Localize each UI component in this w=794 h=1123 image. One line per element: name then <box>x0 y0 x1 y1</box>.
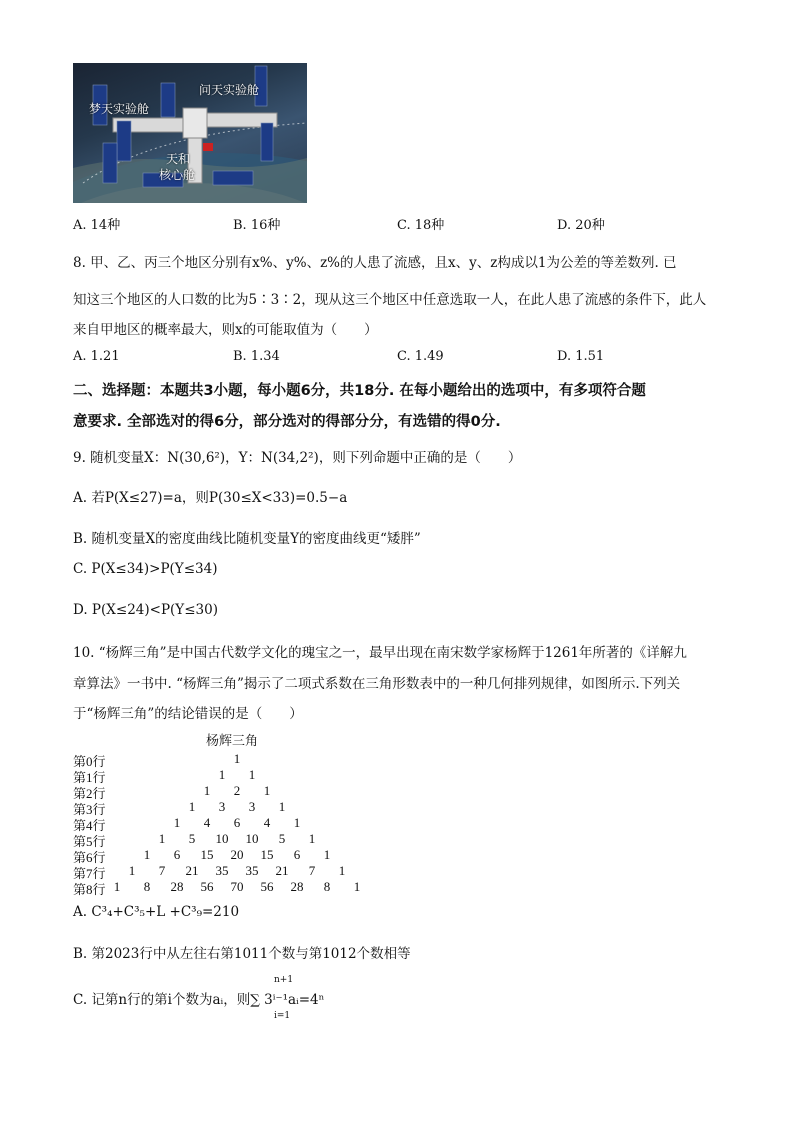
q7-option-d: D. 20种 <box>557 218 605 233</box>
triangle-row-label: 第8行 <box>73 882 106 897</box>
triangle-number: 21 <box>275 863 289 878</box>
triangle-number: 21 <box>185 863 199 878</box>
triangle-number: 1 <box>263 783 271 798</box>
triangle-row-label: 第3行 <box>73 802 106 817</box>
q10-option-c: C. 记第n行的第i个数为aᵢ，则∑ 3ⁱ⁻¹aᵢ=4ⁿ <box>73 992 325 1008</box>
triangle-number: 1 <box>188 799 196 814</box>
section-2-heading-line-2: 意要求. 全部选对的得6分，部分选对的得部分分，有选错的得0分. <box>73 414 501 430</box>
q9-option-a: A. 若P(X≤27)=a，则P(30≤X<33)=0.5−a <box>73 490 348 506</box>
triangle-row-label: 第4行 <box>73 818 106 833</box>
triangle-number: 3 <box>218 799 226 814</box>
q10-line-1: 10. “杨辉三角”是中国古代数学文化的瑰宝之一，最早出现在南宋数学家杨辉于1261年所著的《详解九 <box>73 645 687 661</box>
triangle-title: 杨辉三角 <box>206 734 259 749</box>
triangle-row-label: 第5行 <box>73 834 106 849</box>
triangle-number: 6 <box>173 847 181 862</box>
triangle-number: 6 <box>233 815 241 830</box>
q7-option-c: C. 18种 <box>397 218 445 233</box>
label-core-module: 核心舱 <box>159 168 196 182</box>
triangle-row-label: 第0行 <box>73 754 106 769</box>
triangle-number: 1 <box>278 799 286 814</box>
label-wentian: 问天实验舱 <box>199 83 260 97</box>
q8-option-d: D. 1.51 <box>557 349 605 364</box>
triangle-number: 35 <box>245 863 259 878</box>
q10-line-3: 于“杨辉三角”的结论错误的是（ ） <box>73 706 303 722</box>
q8-option-c: C. 1.49 <box>397 349 444 364</box>
triangle-number: 1 <box>128 863 136 878</box>
triangle-number: 20 <box>230 847 244 862</box>
triangle-number: 15 <box>260 847 274 862</box>
triangle-number: 5 <box>278 831 286 846</box>
triangle-number: 35 <box>215 863 229 878</box>
triangle-number: 1 <box>173 815 181 830</box>
q8-option-a: A. 1.21 <box>73 349 120 364</box>
q10-option-a: A. C³₄+C³₅+L +C³₉=210 <box>73 904 240 920</box>
triangle-row-label: 第2行 <box>73 786 106 801</box>
triangle-number: 56 <box>260 879 274 894</box>
q9-option-c: C. P(X≤34)>P(Y≤34) <box>73 561 218 577</box>
triangle-number: 3 <box>248 799 256 814</box>
triangle-number: 8 <box>143 879 151 894</box>
triangle-number: 8 <box>323 879 331 894</box>
q8-line-2: 知这三个地区的人口数的比为5∶3∶2，现从这三个地区中任意选取一人，在此人患了流感的条件下，此人 <box>73 292 707 308</box>
sum-upper-limit: n+1 <box>274 975 294 985</box>
section-2-heading-line-1: 二、选择题：本题共3小题，每小题6分，共18分. 在每小题给出的选项中，有多项符合题 <box>73 383 646 399</box>
q8-line-3: 来自甲地区的概率最大，则x的可能取值为（ ） <box>73 322 378 338</box>
triangle-number: 70 <box>230 879 244 894</box>
triangle-number: 15 <box>200 847 214 862</box>
q8-line-1: 8. 甲、乙、丙三个地区分别有x%、y%、z%的人患了流感，且x、y、z构成以1为公差的等差数列. 已 <box>73 255 677 271</box>
triangle-number: 1 <box>203 783 211 798</box>
triangle-number: 4 <box>263 815 271 830</box>
triangle-number: 1 <box>323 847 331 862</box>
space-station-photo <box>73 63 307 203</box>
triangle-number: 1 <box>248 767 256 782</box>
q9-option-b: B. 随机变量X的密度曲线比随机变量Y的密度曲线更“矮胖” <box>73 531 421 547</box>
triangle-number: 1 <box>218 767 226 782</box>
triangle-number: 1 <box>233 751 241 766</box>
triangle-number: 1 <box>353 879 361 894</box>
triangle-number: 6 <box>293 847 301 862</box>
label-mengtian: 梦天实验舱 <box>89 102 150 116</box>
triangle-row-label: 第7行 <box>73 866 106 881</box>
q7-option-a: A. 14种 <box>73 218 121 233</box>
q7-option-b: B. 16种 <box>233 218 281 233</box>
q8-option-b: B. 1.34 <box>233 349 280 364</box>
triangle-number: 1 <box>338 863 346 878</box>
triangle-row-label: 第1行 <box>73 770 106 785</box>
sum-lower-limit: i=1 <box>274 1011 291 1021</box>
triangle-number: 7 <box>158 863 166 878</box>
triangle-number: 28 <box>170 879 184 894</box>
q10-line-2: 章算法》一书中. “杨辉三角”揭示了二项式系数在三角形数表中的一种几何排列规律，如图所示.下列关 <box>73 676 681 692</box>
triangle-number: 10 <box>215 831 229 846</box>
q10-option-b: B. 第2023行中从左往右第1011个数与第1012个数相等 <box>73 946 411 962</box>
triangle-number: 1 <box>308 831 316 846</box>
triangle-number: 1 <box>158 831 166 846</box>
label-tianhe: 天和 <box>166 152 191 166</box>
triangle-number: 5 <box>188 831 196 846</box>
triangle-number: 1 <box>293 815 301 830</box>
q9-stem: 9. 随机变量X：N(30,6²)，Y：N(34,2²)，则下列命题中正确的是（ ） <box>73 450 522 466</box>
triangle-number: 10 <box>245 831 259 846</box>
triangle-number: 7 <box>308 863 316 878</box>
triangle-number: 2 <box>233 783 241 798</box>
triangle-row-label: 第6行 <box>73 850 106 865</box>
q9-option-d: D. P(X≤24)<P(Y≤30) <box>73 602 218 618</box>
triangle-number: 28 <box>290 879 304 894</box>
triangle-number: 1 <box>143 847 151 862</box>
triangle-number: 4 <box>203 815 211 830</box>
triangle-number: 1 <box>113 879 121 894</box>
triangle-number: 56 <box>200 879 214 894</box>
